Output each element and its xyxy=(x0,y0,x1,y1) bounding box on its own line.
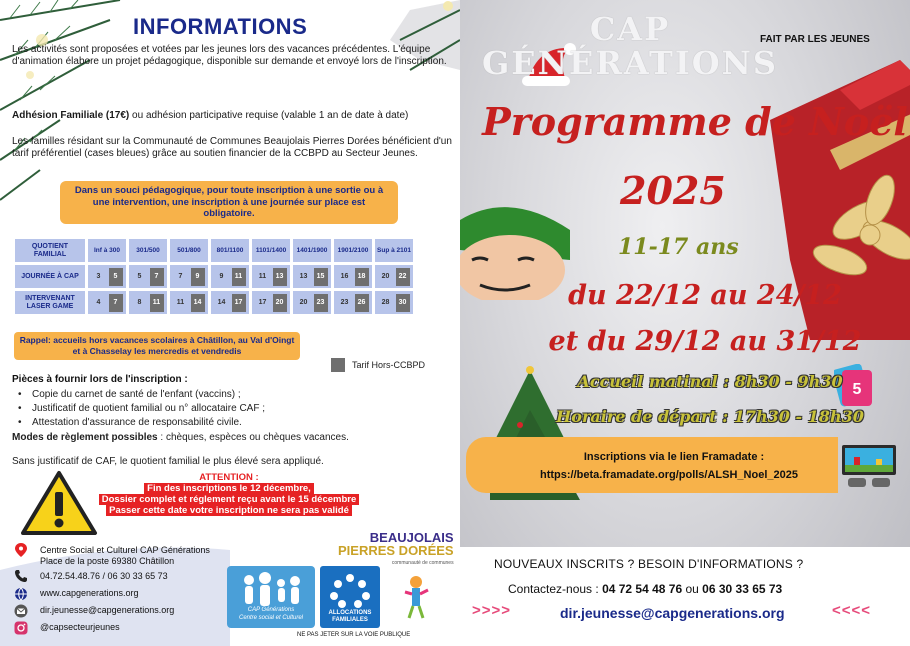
globe-icon xyxy=(14,587,28,601)
price-hors-ccbpd: 26 xyxy=(355,294,369,312)
rappel-notice: Rappel: accueils hors vacances scolaires à Châtillon, au Val d'Oingt et à Chasselay les mercredis et vendredis xyxy=(14,332,300,360)
accueil-matinal: Accueil matinal : 8h30 - 9h30 xyxy=(577,372,843,391)
price-hors-ccbpd: 15 xyxy=(314,268,328,286)
table-cell xyxy=(252,265,290,288)
beaujolais-logo xyxy=(338,531,454,570)
price-ccbpd: 11 xyxy=(258,272,267,280)
programme-year: 2025 xyxy=(620,168,726,213)
dates-period-1: du 22/12 au 24/12 xyxy=(568,280,842,311)
price-ccbpd: 5 xyxy=(137,272,142,280)
sans-caf-text: Sans justificatif de CAF, le quotient familial le plus élevé sera appliqué. xyxy=(12,456,324,467)
beaujolais-line2: PIERRES DORÉES xyxy=(338,543,454,558)
price-hors-ccbpd: 13 xyxy=(273,268,287,286)
contact-phone-2[interactable]: 06 30 33 65 73 xyxy=(702,582,783,596)
centre-name: Centre Social et Culturel CAP Générations xyxy=(40,545,210,555)
table-col-header: Sup à 2101 xyxy=(375,239,413,262)
price-hors-ccbpd: 5 xyxy=(109,268,123,286)
price-ccbpd: 16 xyxy=(340,272,349,280)
table-cell xyxy=(334,265,372,288)
list-item: • Attestation d'assurance de responsabilité civile. xyxy=(30,416,265,430)
capgen-logo-name: CAP Générations xyxy=(247,607,295,613)
capgen-kids-logo xyxy=(385,566,447,628)
table-cell xyxy=(293,291,331,314)
brand-title-line2: GÉNÉRATIONS xyxy=(481,44,779,82)
attention-line: Fin des inscriptions le 12 décembre, xyxy=(144,483,314,494)
table-col-header: 1101/1400 xyxy=(252,239,290,262)
brand-title-line1: CAP xyxy=(589,10,671,48)
price-ccbpd: 9 xyxy=(219,272,224,280)
price-hors-ccbpd: 14 xyxy=(191,294,205,312)
caf-logo-text: ALLOCATIONS FAMILIALES xyxy=(328,610,372,623)
instagram-icon xyxy=(14,621,28,635)
pieces-title: Pièces à fournir lors de l'inscription : xyxy=(12,374,188,385)
pine-branch-decoration xyxy=(0,0,130,210)
tarif-legend-swatch xyxy=(331,358,345,372)
page-title: INFORMATIONS xyxy=(133,14,308,39)
table-cell xyxy=(211,291,249,314)
adhesion-bold: Adhésion Familiale (17€) xyxy=(12,110,130,121)
price-hors-ccbpd: 7 xyxy=(150,268,164,286)
price-ccbpd: 13 xyxy=(299,272,308,280)
table-cell xyxy=(170,291,208,314)
capgen-logo-sub: Centre social et Culturel xyxy=(238,615,304,621)
nouveaux-inscrits: NOUVEAUX INSCRITS ? BESOIN D'INFORMATIONS ? xyxy=(494,557,804,571)
contact-phone: 04.72.54.48.76 / 06 30 33 65 73 xyxy=(40,571,168,581)
payment-modes-bold: Modes de règlement possibles xyxy=(12,432,158,443)
contactez-label: Contactez-nous : xyxy=(508,582,603,596)
table-cell xyxy=(129,265,167,288)
tariff-table xyxy=(12,236,416,317)
payment-modes-text: : chèques, espèces ou chèques vacances. xyxy=(157,432,349,443)
location-pin-icon xyxy=(14,543,28,557)
dates-period-2: et du 29/12 au 31/12 xyxy=(548,326,862,357)
centre-address: Place de la poste 69380 Châtillon xyxy=(40,556,175,566)
price-ccbpd: 28 xyxy=(381,298,390,306)
beaujolais-sub: communauté de communes xyxy=(391,560,454,566)
table-header-row xyxy=(15,239,413,262)
price-ccbpd: 8 xyxy=(137,298,142,306)
table-cell xyxy=(170,265,208,288)
communaute-paragraph: Les familles résidant sur la Communauté de Communes Beaujolais Pierres Dorées bénéficient d'un tarif préférentiel (cases bleues) grâce au soutien financier de la CCBPD au Secteur Jeunes. xyxy=(12,136,452,159)
capgen-logo-text xyxy=(227,606,315,622)
price-hors-ccbpd: 17 xyxy=(232,294,246,312)
table-cell xyxy=(211,265,249,288)
price-hors-ccbpd: 11 xyxy=(150,294,164,312)
payment-modes xyxy=(12,432,349,443)
price-hors-ccbpd: 22 xyxy=(396,268,410,286)
attention-block xyxy=(92,472,366,516)
table-corner: QUOTIENT FAMILIAL xyxy=(15,239,85,262)
table-cell xyxy=(375,291,413,314)
inscription-title: Inscriptions via le lien Framadate : xyxy=(583,451,765,463)
table-col-header: 501/800 xyxy=(170,239,208,262)
price-hors-ccbpd: 18 xyxy=(355,268,369,286)
price-hors-ccbpd: 30 xyxy=(396,294,410,312)
price-ccbpd: 20 xyxy=(299,298,308,306)
pedagogic-notice: Dans un souci pédagogique, pour toute inscription à une sortie ou à une intervention, une inscription à une journée sur place est obligatoire. xyxy=(60,181,398,224)
table-col-header: 301/500 xyxy=(129,239,167,262)
table-row xyxy=(15,291,413,314)
price-ccbpd: 20 xyxy=(381,272,390,280)
ne-pas-jeter-notice: NE PAS JETER SUR LA VOIE PUBLIQUE xyxy=(297,632,411,638)
table-col-header: 801/1100 xyxy=(211,239,249,262)
phone-icon xyxy=(14,569,28,583)
contact-phone-1[interactable]: 04 72 54 48 76 xyxy=(602,582,683,596)
inscription-banner xyxy=(466,437,838,493)
intro-paragraph: Les activités sont proposées et votées par les jeunes lors des vacances précédentes. L'équipe d'animation élabore un projet pédagogique, disponible sur demande et envoyé lors de l'inscription. xyxy=(12,44,447,67)
framadate-link[interactable]: https://beta.framadate.org/polls/ALSH_Noel_2025 xyxy=(540,469,798,481)
price-ccbpd: 23 xyxy=(340,298,349,306)
warning-icon xyxy=(20,470,98,536)
price-hors-ccbpd: 23 xyxy=(314,294,328,312)
tarif-legend-label: Tarif Hors-CCBPD xyxy=(352,360,426,370)
contactez-nous xyxy=(508,582,782,596)
table-cell xyxy=(252,291,290,314)
website-link[interactable]: www.capgenerations.org xyxy=(40,588,139,598)
adhesion-paragraph xyxy=(12,110,452,122)
programme-title: Programme de Noël xyxy=(482,99,908,144)
attention-heading: ATTENTION : xyxy=(196,472,261,483)
instagram-handle[interactable]: @capsecteurjeunes xyxy=(40,622,120,632)
email-link[interactable]: dir.jeunesse@capgenerations.org xyxy=(40,605,175,615)
pieces-list xyxy=(30,388,265,430)
beaujolais-line1: BEAUJOLAIS xyxy=(369,530,454,545)
table-cell xyxy=(88,291,126,314)
table-row xyxy=(15,265,413,288)
price-ccbpd: 7 xyxy=(178,272,183,280)
table-col-header: 1901/2100 xyxy=(334,239,372,262)
brand-title xyxy=(460,12,800,80)
price-ccbpd: 14 xyxy=(217,298,226,306)
video-game-icon xyxy=(840,443,898,489)
list-item: • Copie du carnet de santé de l'enfant (vaccins) ; xyxy=(30,388,265,402)
adhesion-text: ou adhésion participative requise (valable 1 an de date à date) xyxy=(129,110,409,121)
table-cell xyxy=(129,291,167,314)
arrows-left-decoration: >>>> xyxy=(472,602,512,619)
price-hors-ccbpd: 20 xyxy=(273,294,287,312)
horaire-depart: Horaire de départ : 17h30 - 18h30 xyxy=(556,407,864,426)
contact-ou: ou xyxy=(682,582,703,596)
table-row-label: INTERVENANT LASER GAME xyxy=(15,291,85,314)
table-cell xyxy=(375,265,413,288)
table-col-header: 1401/1900 xyxy=(293,239,331,262)
table-col-header: Inf à 300 xyxy=(88,239,126,262)
mail-icon xyxy=(14,604,28,618)
attention-line: Dossier complet et réglement reçu avant le 15 décembre xyxy=(99,494,360,505)
attention-line: Passer cette date votre inscription ne sera pas validé xyxy=(106,505,352,516)
table-cell xyxy=(293,265,331,288)
age-range: 11-17 ans xyxy=(618,234,739,260)
price-hors-ccbpd: 7 xyxy=(109,294,123,312)
price-ccbpd: 11 xyxy=(176,298,185,306)
price-ccbpd: 17 xyxy=(258,298,267,306)
programme-panel xyxy=(460,0,910,646)
list-item: • Justificatif de quotient familial ou n° allocataire CAF ; xyxy=(30,402,265,416)
footer-email-link[interactable]: dir.jeunesse@capgenerations.org xyxy=(560,605,785,621)
svg-text:5: 5 xyxy=(852,381,862,398)
price-hors-ccbpd: 11 xyxy=(232,268,246,286)
table-row-label: JOURNÉE À CAP xyxy=(15,265,85,288)
price-hors-ccbpd: 9 xyxy=(191,268,205,286)
fait-par-les-jeunes: FAIT PAR LES JEUNES xyxy=(760,34,870,45)
price-ccbpd: 3 xyxy=(96,272,101,280)
arrows-right-decoration: <<<< xyxy=(832,602,872,619)
price-ccbpd: 4 xyxy=(96,298,101,306)
table-cell xyxy=(88,265,126,288)
table-cell xyxy=(334,291,372,314)
